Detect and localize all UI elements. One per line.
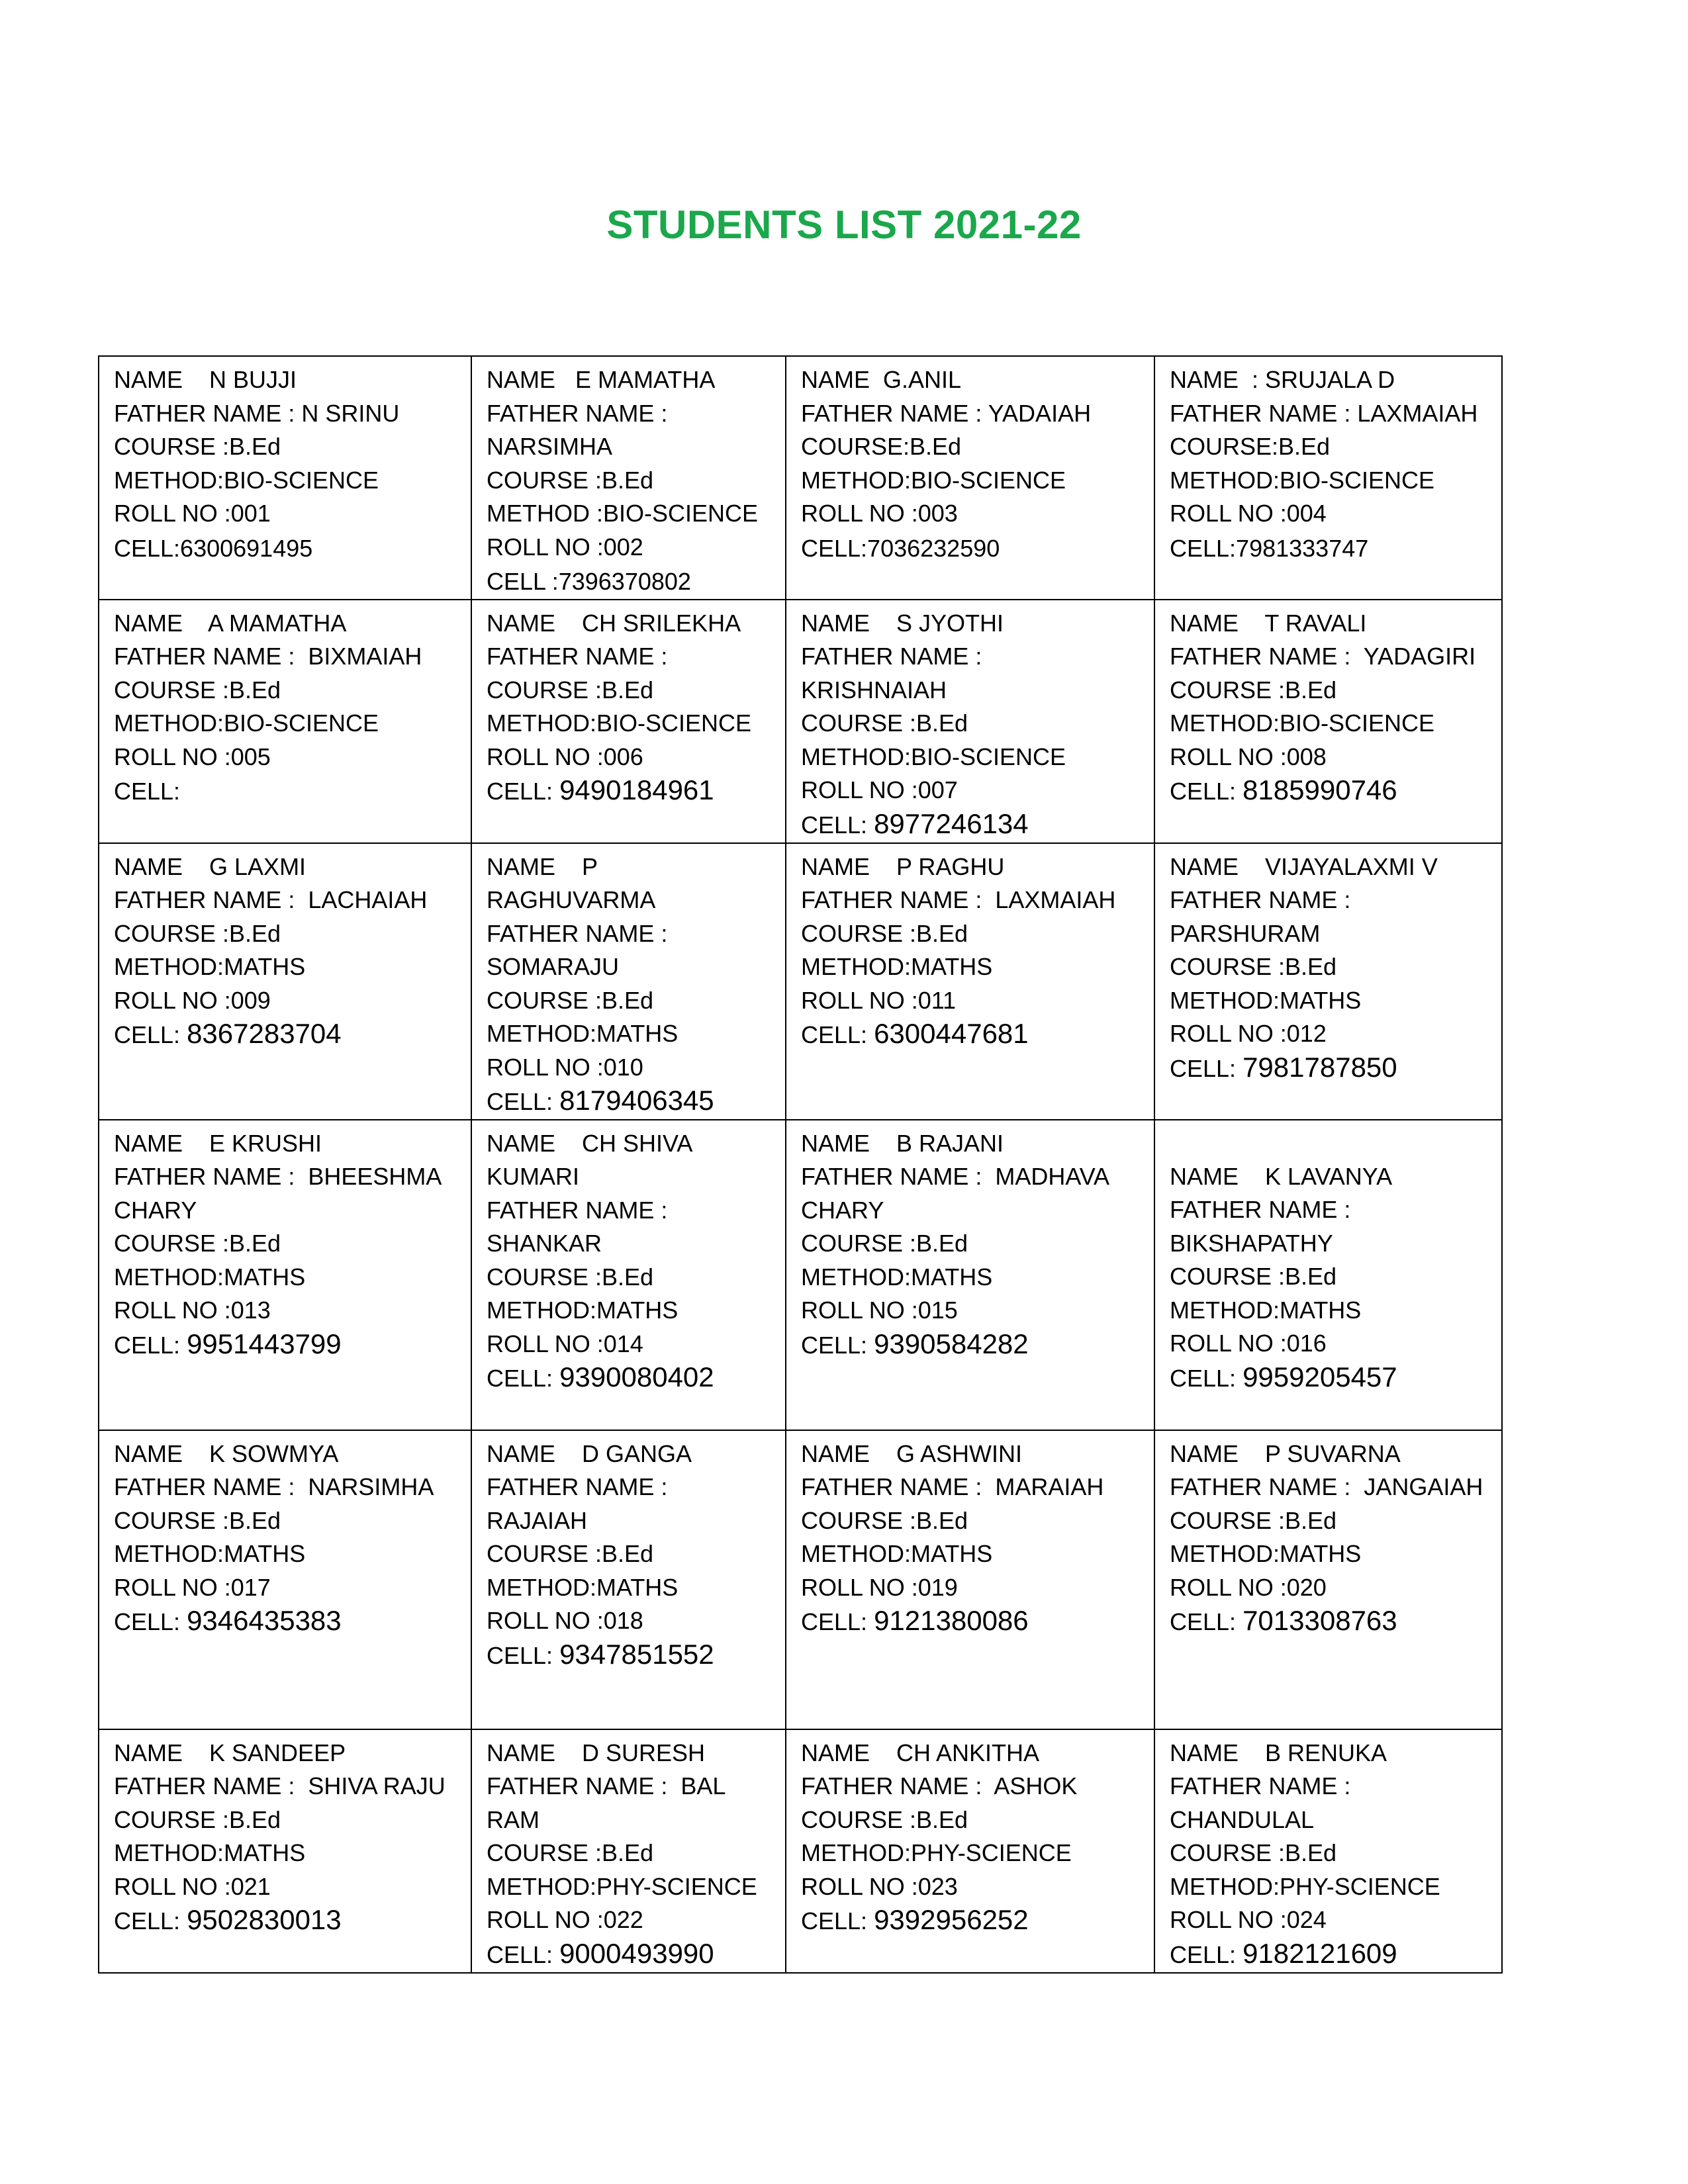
table-row <box>99 1120 1502 1430</box>
student-detail-line: COURSE :B.Ed <box>114 1230 281 1257</box>
student-detail-line: METHOD:MATHS <box>1170 1296 1362 1324</box>
phone-number: 9390080402 <box>559 1361 714 1392</box>
student-card <box>1154 356 1502 600</box>
student-detail-line: METHOD:MATHS <box>114 1540 306 1567</box>
student-detail-line: NAME G ASHWINI <box>801 1439 1023 1467</box>
student-detail-line: COURSE :B.Ed <box>1170 953 1337 980</box>
student-detail-line: CHANDULAL <box>1170 1805 1315 1833</box>
student-detail-line: NAME CH ANKITHA <box>801 1739 1040 1766</box>
student-detail-line: ROLL NO :017 <box>114 1573 271 1601</box>
student-detail-line: RAGHUVARMA <box>487 886 656 913</box>
student-detail-line: NAME K SANDEEP <box>114 1739 346 1766</box>
student-detail-line: ROLL NO :024 <box>1170 1906 1327 1933</box>
student-detail-line: METHOD:MATHS <box>1170 1540 1362 1567</box>
student-detail-line: FATHER NAME : MADHAVA <box>801 1163 1110 1190</box>
phone-line <box>1170 531 1488 566</box>
phone-line <box>114 1328 457 1363</box>
phone-number: 9490184961 <box>559 774 714 805</box>
student-detail-line: ROLL NO :015 <box>801 1297 958 1324</box>
student-detail-line: FATHER NAME : LAXMAIAH <box>1170 399 1478 427</box>
student-detail-line: METHOD:MATHS <box>801 1263 993 1291</box>
phone-label: CELL: <box>1170 1364 1243 1392</box>
student-detail-line: METHOD:BIO-SCIENCE <box>487 709 752 737</box>
phone-label: CELL: <box>1170 1608 1243 1635</box>
student-card <box>1154 1120 1502 1430</box>
student-card <box>471 1430 786 1729</box>
student-detail-line: SHANKAR <box>487 1230 602 1257</box>
student-detail-line: NAME D GANGA <box>487 1439 692 1467</box>
student-detail-line: NAME CH SHIVA <box>487 1129 693 1157</box>
student-detail-line: METHOD:BIO-SCIENCE <box>1170 709 1435 737</box>
phone-line <box>114 1903 457 1938</box>
student-detail-line: NAME P RAGHU <box>801 852 1005 880</box>
phone-label: CELL: <box>801 1331 874 1359</box>
student-detail-line: ROLL NO :013 <box>114 1297 271 1324</box>
student-detail-line: METHOD:PHY-SCIENCE <box>487 1872 757 1900</box>
student-detail-line: ROLL NO :010 <box>487 1053 643 1081</box>
student-detail-line: ROLL NO :004 <box>1170 500 1327 527</box>
phone-number: 9392956252 <box>874 1904 1029 1935</box>
student-detail-line: NAME B RAJANI <box>801 1129 1004 1157</box>
student-detail-line: NAME G.ANIL <box>801 366 962 393</box>
student-detail-line: COURSE :B.Ed <box>487 1263 654 1291</box>
student-detail-line: ROLL NO :018 <box>487 1607 643 1634</box>
phone-line <box>801 1017 1141 1052</box>
student-card <box>99 356 471 600</box>
student-card <box>471 1120 786 1430</box>
student-detail-line: FATHER NAME : <box>1170 886 1351 913</box>
student-detail-line: NAME T RAVALI <box>1170 609 1367 637</box>
student-detail-line: SOMARAJU <box>487 953 620 980</box>
phone-label: CELL :7396370802 <box>487 568 691 595</box>
student-detail-line: ROLL NO :012 <box>1170 1020 1327 1047</box>
phone-label: CELL:7981333747 <box>1170 534 1369 562</box>
student-card <box>99 1729 471 1973</box>
student-detail-line: ROLL NO :020 <box>1170 1573 1327 1601</box>
phone-number: 9000493990 <box>559 1937 714 1969</box>
student-card <box>99 600 471 843</box>
phone-number: 7981787850 <box>1243 1051 1397 1083</box>
student-detail-line: COURSE :B.Ed <box>801 709 968 737</box>
student-detail-line: NAME E MAMATHA <box>487 366 716 393</box>
student-detail-line: COURSE :B.Ed <box>114 1506 281 1534</box>
phone-line <box>114 531 457 566</box>
student-card <box>786 1729 1154 1973</box>
phone-label: CELL: <box>487 1641 560 1669</box>
table-row <box>99 1729 1502 1973</box>
student-detail-line: ROLL NO :006 <box>487 743 643 770</box>
student-detail-line: NAME VIJAYALAXMI V <box>1170 852 1438 880</box>
phone-label: CELL: <box>801 1608 874 1635</box>
students-table <box>98 355 1503 1974</box>
student-card <box>786 356 1154 600</box>
student-card <box>1154 600 1502 843</box>
student-detail-line: ROLL NO :007 <box>801 776 958 803</box>
table-row <box>99 843 1502 1120</box>
student-detail-line: COURSE :B.Ed <box>801 1506 968 1534</box>
student-detail-line: COURSE :B.Ed <box>801 1805 968 1833</box>
student-detail-line: NAME E KRUSHI <box>114 1129 322 1157</box>
phone-number: 8185990746 <box>1243 774 1397 805</box>
student-detail-line: METHOD:MATHS <box>487 1573 679 1601</box>
phone-label: CELL: <box>1170 1940 1243 1968</box>
student-detail-line: METHOD:MATHS <box>114 1263 306 1291</box>
student-detail-line: METHOD:PHY-SCIENCE <box>1170 1872 1440 1900</box>
phone-number: 7013308763 <box>1243 1605 1397 1636</box>
phone-line <box>801 807 1141 842</box>
student-detail-line: ROLL NO :005 <box>114 743 271 770</box>
phone-line <box>1170 1361 1488 1396</box>
student-card <box>99 843 471 1120</box>
student-detail-line: ROLL NO :003 <box>801 500 958 527</box>
phone-number: 9959205457 <box>1243 1361 1397 1392</box>
student-detail-line: PARSHURAM <box>1170 919 1321 947</box>
student-detail-line: BIKSHAPATHY <box>1170 1229 1333 1257</box>
student-detail-line: FATHER NAME : JANGAIAH <box>1170 1473 1483 1500</box>
student-detail-line: NAME K SOWMYA <box>114 1439 339 1467</box>
student-detail-line: ROLL NO :016 <box>1170 1330 1327 1357</box>
student-card <box>99 1430 471 1729</box>
student-detail-line: FATHER NAME : <box>1170 1772 1351 1799</box>
phone-label: CELL: <box>1170 1054 1243 1082</box>
student-detail-line: NAME : SRUJALA D <box>1170 366 1395 393</box>
student-detail-line: COURSE :B.Ed <box>487 1540 654 1567</box>
phone-label: CELL: <box>114 1608 187 1635</box>
student-detail-line: FATHER NAME : <box>487 919 668 947</box>
student-card <box>1154 843 1502 1120</box>
student-detail-line: ROLL NO :014 <box>487 1330 643 1357</box>
phone-number: 8179406345 <box>559 1085 714 1116</box>
student-detail-line: ROLL NO :009 <box>114 986 271 1014</box>
student-detail-line: METHOD:MATHS <box>1170 986 1362 1014</box>
student-detail-line: ROLL NO :008 <box>1170 743 1327 770</box>
table-row <box>99 1430 1502 1729</box>
student-detail-line: NAME P SUVARNA <box>1170 1439 1401 1467</box>
student-detail-line: COURSE :B.Ed <box>487 676 654 704</box>
phone-number: 8367283704 <box>187 1018 342 1049</box>
student-detail-line: CHARY <box>114 1196 197 1224</box>
student-card <box>1154 1729 1502 1973</box>
student-detail-line: FATHER NAME : LAXMAIAH <box>801 886 1116 913</box>
student-detail-line: FATHER NAME : <box>487 399 668 427</box>
phone-line <box>1170 1937 1488 1972</box>
student-detail-line: FATHER NAME : BIXMAIAH <box>114 643 422 670</box>
student-card <box>99 1120 471 1430</box>
student-detail-line: KUMARI <box>487 1163 580 1190</box>
student-detail-line: COURSE :B.Ed <box>1170 676 1337 704</box>
student-detail-line: COURSE :B.Ed <box>1170 1263 1337 1290</box>
phone-label: CELL: <box>114 1907 187 1934</box>
student-detail-line: CHARY <box>801 1196 884 1224</box>
student-detail-line: NAME S JYOTHI <box>801 609 1004 637</box>
phone-number: 9502830013 <box>187 1904 342 1935</box>
student-card <box>786 600 1154 843</box>
phone-line <box>801 531 1141 566</box>
phone-label: CELL: <box>487 778 560 805</box>
student-card <box>471 1729 786 1973</box>
student-detail-line: COURSE:B.Ed <box>1170 433 1331 460</box>
phone-line <box>487 1937 772 1972</box>
student-detail-line: ROLL NO :021 <box>114 1872 271 1900</box>
student-detail-line: ROLL NO :011 <box>801 986 957 1014</box>
student-card <box>471 600 786 843</box>
student-detail-line: COURSE :B.Ed <box>487 986 654 1014</box>
student-detail-line: COURSE :B.Ed <box>801 919 968 947</box>
student-detail-line: FATHER NAME : MARAIAH <box>801 1473 1104 1500</box>
student-detail-line: FATHER NAME : LACHAIAH <box>114 886 428 913</box>
page-title: STUDENTS LIST 2021-22 <box>606 203 1082 247</box>
student-detail-line: METHOD:MATHS <box>487 1020 679 1047</box>
student-detail-line: COURSE :B.Ed <box>487 1839 654 1866</box>
student-detail-line: METHOD:MATHS <box>801 953 993 980</box>
phone-number: 9951443799 <box>187 1328 342 1359</box>
phone-line <box>114 1017 457 1052</box>
phone-line <box>801 1903 1141 1938</box>
student-detail-line: METHOD:BIO-SCIENCE <box>1170 466 1435 494</box>
student-detail-line: ROLL NO :022 <box>487 1906 643 1933</box>
student-detail-line: METHOD:MATHS <box>487 1297 679 1324</box>
student-detail-line: COURSE :B.Ed <box>487 466 654 494</box>
phone-label: CELL: <box>801 1021 874 1048</box>
student-detail-line: METHOD:BIO-SCIENCE <box>114 709 379 737</box>
student-detail-line: NAME B RENUKA <box>1170 1739 1387 1766</box>
student-detail-line: FATHER NAME : BHEESHMA <box>114 1163 442 1190</box>
phone-number: 9121380086 <box>874 1605 1029 1636</box>
phone-label: CELL: <box>801 811 874 839</box>
phone-line <box>114 1604 457 1639</box>
student-detail-line: RAM <box>487 1805 539 1833</box>
phone-line <box>487 1361 772 1396</box>
student-detail-line: COURSE:B.Ed <box>801 433 962 460</box>
phone-line <box>487 1638 772 1673</box>
student-detail-line: METHOD:BIO-SCIENCE <box>114 466 379 494</box>
student-detail-line: RAJAIAH <box>487 1506 588 1534</box>
phone-label: CELL: <box>114 1331 187 1359</box>
phone-label: CELL: <box>1170 778 1243 805</box>
student-card <box>786 843 1154 1120</box>
phone-label: CELL: <box>114 778 181 805</box>
student-detail-line: FATHER NAME : SHIVA RAJU <box>114 1772 445 1799</box>
student-detail-line: FATHER NAME : YADAIAH <box>801 399 1092 427</box>
student-detail-line: COURSE :B.Ed <box>114 1805 281 1833</box>
student-detail-line: FATHER NAME : BAL <box>487 1772 726 1799</box>
student-detail-line: NARSIMHA <box>487 433 613 460</box>
phone-number: 9346435383 <box>187 1605 342 1636</box>
student-detail-line: NAME A MAMATHA <box>114 609 347 637</box>
student-detail-line: NAME G LAXMI <box>114 852 306 880</box>
phone-number: 6300447681 <box>874 1018 1029 1049</box>
student-detail-line: FATHER NAME : <box>1170 1196 1351 1223</box>
student-detail-line: NAME P <box>487 852 598 880</box>
student-detail-line: METHOD :BIO-SCIENCE <box>487 500 759 527</box>
student-card <box>786 1430 1154 1729</box>
phone-line <box>801 1604 1141 1639</box>
student-card <box>1154 1430 1502 1729</box>
phone-number: 9390584282 <box>874 1328 1029 1359</box>
phone-label: CELL: <box>487 1940 560 1968</box>
student-detail-line: FATHER NAME : <box>487 1473 668 1500</box>
student-card <box>471 843 786 1120</box>
student-detail-line: ROLL NO :002 <box>487 533 643 561</box>
phone-line <box>487 774 772 809</box>
student-detail-line: FATHER NAME : <box>487 1196 668 1224</box>
phone-line <box>801 1328 1141 1363</box>
student-detail-line: ROLL NO :001 <box>114 500 271 527</box>
table-row <box>99 600 1502 843</box>
student-detail-line: ROLL NO :023 <box>801 1872 958 1900</box>
student-detail-line: NAME CH SRILEKHA <box>487 609 741 637</box>
phone-number: 9182121609 <box>1243 1937 1397 1969</box>
student-card <box>471 356 786 600</box>
student-card <box>786 1120 1154 1430</box>
student-detail-line: NAME K LAVANYA <box>1170 1162 1393 1190</box>
student-detail-line: NAME D SURESH <box>487 1739 706 1766</box>
phone-line <box>114 774 457 809</box>
student-detail-line: FATHER NAME : KRISHNAIAH <box>801 643 996 704</box>
phone-label: CELL: <box>114 1021 187 1048</box>
table-row <box>99 356 1502 600</box>
student-detail-line: COURSE :B.Ed <box>1170 1506 1337 1534</box>
student-detail-line: COURSE :B.Ed <box>114 919 281 947</box>
student-detail-line: METHOD:MATHS <box>801 1540 993 1567</box>
student-detail-line: ROLL NO :019 <box>801 1573 958 1601</box>
student-detail-line: FATHER NAME : ASHOK <box>801 1772 1078 1799</box>
blank-line <box>1170 1127 1488 1160</box>
phone-line <box>1170 1604 1488 1639</box>
student-detail-line: METHOD:MATHS <box>114 953 306 980</box>
phone-label: CELL:6300691495 <box>114 534 313 562</box>
phone-number: 8977246134 <box>874 807 1029 839</box>
student-detail-line: METHOD:BIO-SCIENCE <box>801 743 1066 770</box>
student-detail-line: COURSE :B.Ed <box>1170 1839 1337 1866</box>
student-detail-line: METHOD:PHY-SCIENCE <box>801 1839 1072 1866</box>
phone-label: CELL:7036232590 <box>801 534 1000 562</box>
phone-label: CELL: <box>487 1088 560 1115</box>
student-detail-line: NAME N BUJJI <box>114 366 297 393</box>
phone-label: CELL: <box>801 1907 874 1934</box>
student-detail-line: COURSE :B.Ed <box>114 433 281 460</box>
students-table-body <box>99 356 1502 1973</box>
student-detail-line: FATHER NAME : YADAGIRI <box>1170 643 1476 670</box>
phone-line <box>1170 774 1488 809</box>
phone-line <box>1170 1051 1488 1086</box>
student-detail-line: COURSE :B.Ed <box>801 1230 968 1257</box>
student-detail-line: METHOD:MATHS <box>114 1839 306 1866</box>
student-detail-line: METHOD:BIO-SCIENCE <box>801 466 1066 494</box>
student-detail-line: FATHER NAME : N SRINU <box>114 399 400 427</box>
student-detail-line: COURSE :B.Ed <box>114 676 281 704</box>
student-detail-line: FATHER NAME : <box>487 643 668 670</box>
student-detail-line: FATHER NAME : NARSIMHA <box>114 1473 434 1500</box>
phone-line <box>487 1084 772 1119</box>
phone-label: CELL: <box>487 1365 560 1392</box>
phone-line <box>487 564 772 599</box>
phone-number: 9347851552 <box>559 1638 714 1670</box>
